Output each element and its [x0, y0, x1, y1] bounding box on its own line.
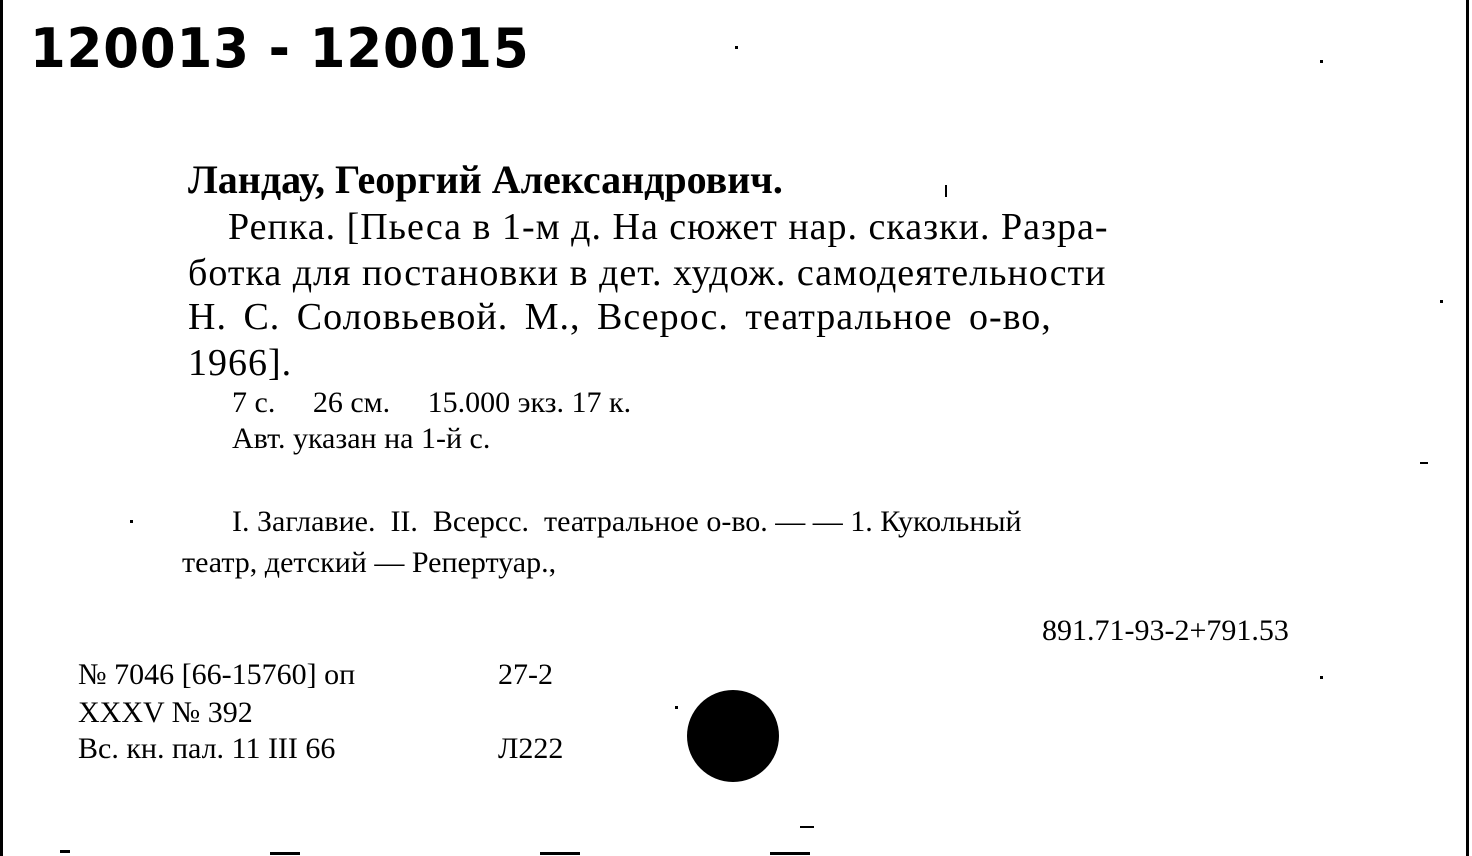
chamber-date: Вс. кн. пал. 11 III 66	[78, 732, 336, 765]
author-note: Авт. указан на 1-й с.	[232, 422, 491, 455]
code-27-2: 27-2	[498, 658, 553, 691]
body-line-1: Репка. [Пьеса в 1-м д. На сюжет нар. сказки. Разра-	[228, 206, 1109, 248]
scan-speck	[945, 185, 947, 197]
card-left-edge	[0, 0, 3, 856]
series-number: XXXV № 392	[78, 696, 253, 729]
subjects-line-2: театр, детский — Репертуар.,	[182, 546, 557, 579]
scan-speck	[675, 706, 678, 709]
classification-code: 891.71-93-2+791.53	[1042, 614, 1289, 647]
scan-speck	[270, 852, 300, 855]
author-code: Л222	[498, 732, 564, 765]
author-heading: Ландау, Георгий Александрович.	[188, 157, 783, 202]
body-line-4: 1966].	[188, 342, 293, 384]
scan-speck	[735, 46, 738, 49]
card-punch-hole	[687, 690, 779, 782]
scan-speck	[60, 850, 70, 853]
scan-speck	[1440, 300, 1443, 303]
body-line-3: Н. С. Соловьевой. М., Всерос. театральное о-во,	[188, 296, 1052, 338]
scan-speck	[800, 826, 814, 828]
handwritten-reference: 120013 - 120015	[30, 17, 530, 80]
body-line-2: ботка для постановки в дет. худож. самодеятельности	[188, 252, 1107, 294]
scan-speck	[1320, 676, 1323, 679]
card-right-edge	[1466, 0, 1469, 856]
scan-speck	[130, 520, 133, 523]
subjects-line-1: I. Заглавие. II. Всерсс. театральное о-во. — — 1. Кукольный	[232, 505, 1022, 538]
scan-speck	[1320, 60, 1323, 63]
scan-speck	[1420, 462, 1428, 464]
scan-speck	[770, 852, 810, 855]
physical-description: 7 с. 26 см. 15.000 экз. 17 к.	[232, 386, 632, 419]
scan-speck	[540, 852, 580, 855]
registry-number: № 7046 [66-15760] оп	[78, 658, 356, 691]
